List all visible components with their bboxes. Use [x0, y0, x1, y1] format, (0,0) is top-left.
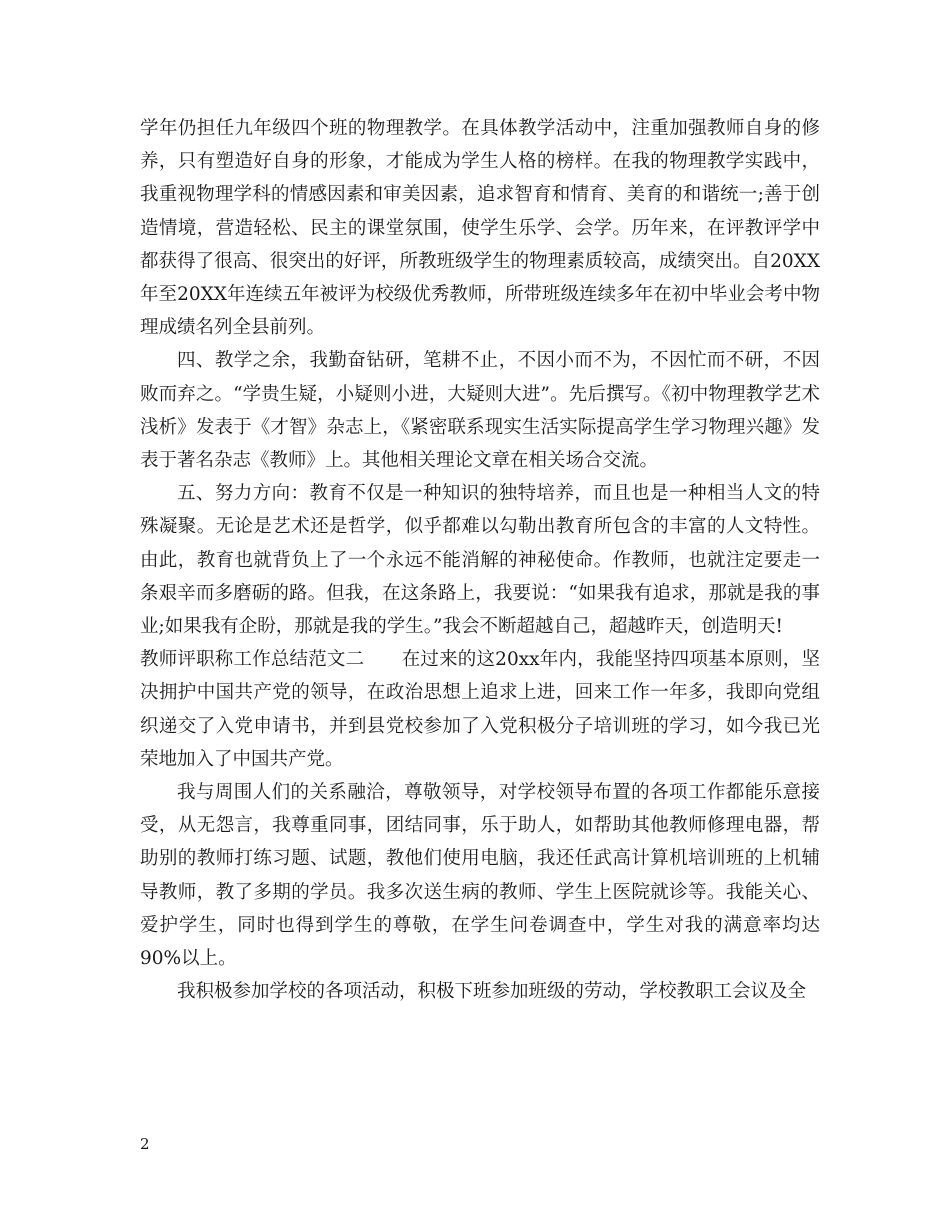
page-number: 2 — [140, 1135, 150, 1153]
paragraph-6: 我积极参加学校的各项活动，积极下班参加班级的劳动，学校教职工会议及全 — [177, 981, 807, 1003]
document-body — [140, 112, 820, 1008]
paragraph-4: 教师评职称工作总结范文二 在过来的这20xx年内，我能坚持四项基本原则，坚决拥护中国共产党的领导，在政治思想上追求上进，回来工作一年多，我即向党组织递交了入党申请书，并到县党校参加了入党积极分子培训班的学习，如今我已光荣地加入了中国共产党。 — [140, 649, 820, 770]
paragraph-2: 四、教学之余，我勤奋钻研，笔耕不止，不因小而不为，不因忙而不研，不因败而弃之。“学贵生疑，小疑则小进，大疑则大进”。先后撰写。《初中物理教学艺术浅析》发表于《才智》杂志上，《紧密联系现实生活实际提高学生学习物理兴趣》发表于著名杂志《教师》上。其他相关理论文章在相关场合交流。 — [140, 350, 820, 472]
paragraph-5: 我与周围人们的关系融洽，尊敬领导，对学校领导布置的各项工作都能乐意接受，从无怨言，我尊重同事，团结同事，乐于助人，如帮助其他教师修理电器，帮助别的教师打练习题、试题，教他们使用电脑，我还任武高计算机培训班的上机辅导教师，教了多期的学员。我多次送生病的教师、学生上医院就诊等。我能关心、爱护学生，同时也得到学生的尊敬，在学生问卷调查中，学生对我的满意率均达90%以上。 — [140, 782, 820, 970]
paragraph-3: 五、努力方向：教育不仅是一种知识的独特培养，而且也是一种相当人文的特殊凝聚。无论是艺术还是哲学，似乎都难以勾勒出教育所包含的丰富的人文特性。由此，教育也就背负上了一个永远不能消解的神秘使命。作教师，也就注定要走一条艰辛而多磨砺的路。但我，在这条路上，我要说：“如果我有追求，那就是我的事业;如果我有企盼，那就是我的学生。”我会不断超越自己，超越昨天，创造明天! — [140, 483, 820, 638]
paragraph-1: 学年仍担任九年级四个班的物理教学。在具体教学活动中，注重加强教师自身的修养，只有塑造好自身的形象，才能成为学生人格的榜样。在我的物理教学实践中，我重视物理学科的情感因素和审美因素，追求智育和情育、美育的和谐统一;善于创造情境，营造轻松、民主的课堂氛围，使学生乐学、会学。历年来，在评教评学中都获得了很高、很突出的好评，所教班级学生的物理素质较高，成绩突出。自20XX年至20XX年连续五年被评为校级优秀教师，所带班级连续多年在初中毕业会考中物理成绩名列全县前列。 — [140, 118, 820, 339]
